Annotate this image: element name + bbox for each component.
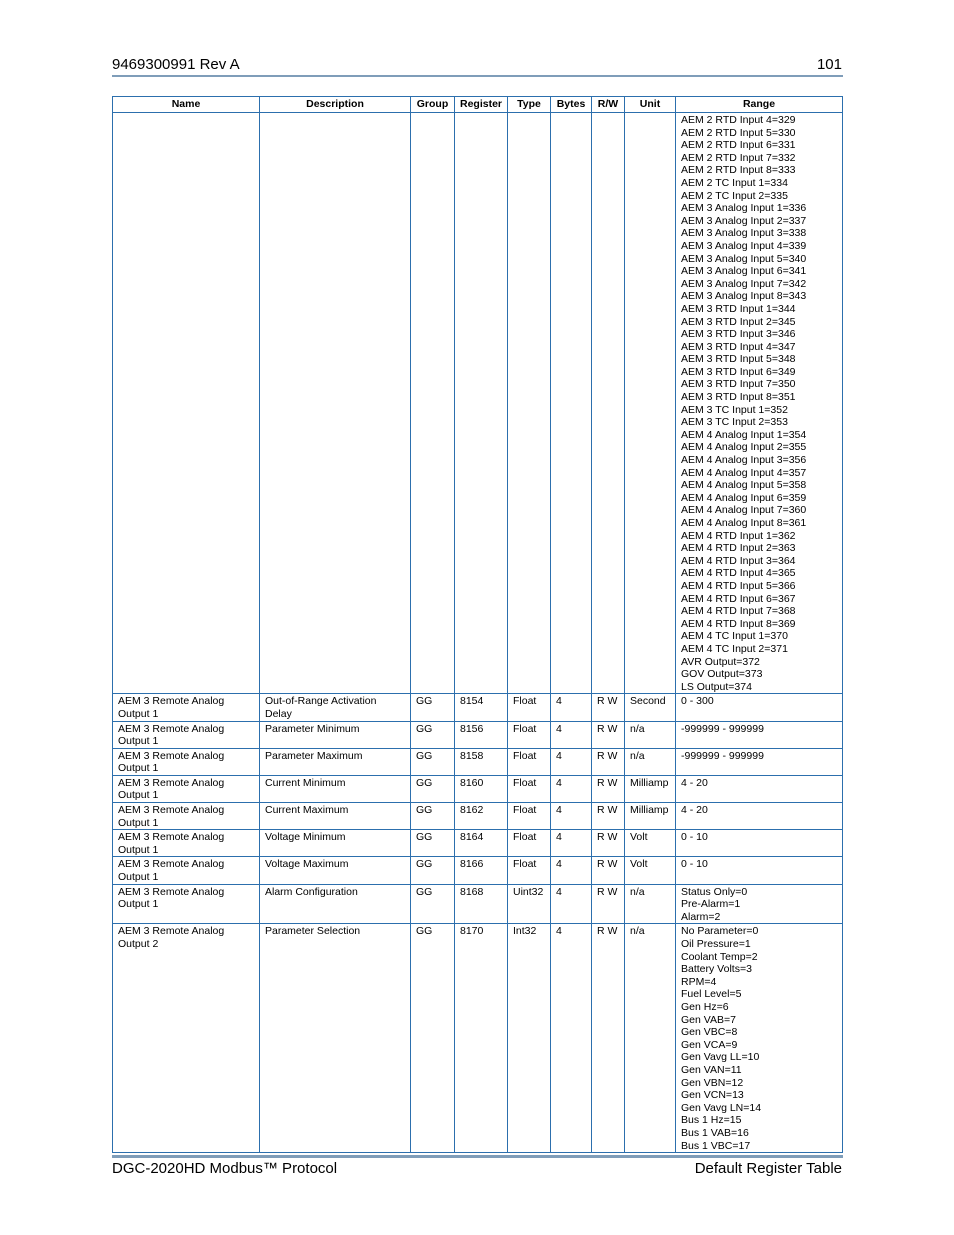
rw-cell: R W: [592, 830, 625, 857]
name-cell: AEM 3 Remote Analog Output 1: [113, 694, 260, 721]
group-cell: GG: [411, 803, 455, 830]
type-cell: Float: [508, 721, 551, 748]
range-cell: AEM 2 RTD Input 4=329 AEM 2 RTD Input 5=330 AEM 2 RTD Input 6=331 AEM 2 RTD Input 7=332 AEM 2 RTD Input 8=333 AEM 2 TC Input 1=334 AEM 2 TC Input 2=335 AEM 3 Analog Input 1=336 AEM 3 Analog Input 2=337 AEM 3 Analog Input 3=338 AEM 3 Analog Input 4=339 AEM 3 Analog Input 5=340 AEM 3 Analog Input 6=341 AEM 3 Analog Input 7=342 AEM 3 Analog Input 8=343 AEM 3 RTD Input 1=344 AEM 3 RTD Input 2=345 AEM 3 RTD Input 3=346 AEM 3 RTD Input 4=347 AEM 3 RTD Input 5=348 AEM 3 RTD Input 6=349 AEM 3 RTD Input 7=350 AEM 3 RTD Input 8=351 AEM 3 TC Input 1=352 AEM 3 TC Input 2=353 AEM 4 Analog Input 1=354 AEM 4 Analog Input 2=355 AEM 4 Analog Input 3=356 AEM 4 Analog Input 4=357 AEM 4 Analog Input 5=358 AEM 4 Analog Input 6=359 AEM 4 Analog Input 7=360 AEM 4 Analog Input 8=361 AEM 4 RTD Input 1=362 AEM 4 RTD Input 2=363 AEM 4 RTD Input 3=364 AEM 4 RTD Input 4=365 AEM 4 RTD Input 5=366 AEM 4 RTD Input 6=367 AEM 4 RTD Input 7=368 AEM 4 RTD Input 8=369 AEM 4 TC Input 1=370 AEM 4 TC Input 2=371 AVR Output=372 GOV Output=373 LS Output=374: [676, 113, 843, 694]
group-cell: GG: [411, 748, 455, 775]
range-cell: 0 - 300: [676, 694, 843, 721]
table-row: [113, 748, 843, 775]
table-row: [113, 803, 843, 830]
type-cell: Float: [508, 857, 551, 884]
col-header-group: Group: [411, 97, 455, 113]
description-cell: Current Minimum: [260, 775, 411, 802]
bytes-cell: 4: [551, 803, 592, 830]
unit-cell: n/a: [625, 748, 676, 775]
name-cell: AEM 3 Remote Analog Output 1: [113, 721, 260, 748]
rw-cell: R W: [592, 721, 625, 748]
register-table: [112, 96, 843, 1153]
table-row: [113, 694, 843, 721]
col-header-register: Register: [455, 97, 508, 113]
bytes-cell: 4: [551, 857, 592, 884]
col-header-range: Range: [676, 97, 843, 113]
range-cell: No Parameter=0 Oil Pressure=1 Coolant Temp=2 Battery Volts=3 RPM=4 Fuel Level=5 Gen Hz=6 Gen VAB=7 Gen VBC=8 Gen VCA=9 Gen Vavg LL=10 Gen VAN=11 Gen VBN=12 Gen VCN=13 Gen Vavg LN=14 Bus 1 Hz=15 Bus 1 VAB=16 Bus 1 VBC=17: [676, 924, 843, 1153]
page-header: [112, 56, 842, 76]
type-cell: Int32: [508, 924, 551, 1153]
bytes-cell: 4: [551, 748, 592, 775]
rw-cell: R W: [592, 803, 625, 830]
rw-cell: R W: [592, 924, 625, 1153]
unit-cell: n/a: [625, 884, 676, 924]
register-cell: 8170: [455, 924, 508, 1153]
bytes-cell: 4: [551, 694, 592, 721]
bytes-cell: 4: [551, 884, 592, 924]
group-cell: GG: [411, 694, 455, 721]
group-cell: GG: [411, 775, 455, 802]
name-cell: AEM 3 Remote Analog Output 1: [113, 803, 260, 830]
unit-cell: Milliamp: [625, 803, 676, 830]
table-row: [113, 775, 843, 802]
footer-rule: [112, 1155, 843, 1158]
table-header-row: [113, 97, 843, 113]
table-row: [113, 830, 843, 857]
unit-cell: n/a: [625, 721, 676, 748]
unit-cell: n/a: [625, 924, 676, 1153]
group-cell: GG: [411, 830, 455, 857]
description-cell: Parameter Selection: [260, 924, 411, 1153]
table-row: [113, 857, 843, 884]
col-header-bytes: Bytes: [551, 97, 592, 113]
range-cell: Status Only=0 Pre-Alarm=1 Alarm=2: [676, 884, 843, 924]
register-cell: 8166: [455, 857, 508, 884]
group-cell: GG: [411, 884, 455, 924]
name-cell: AEM 3 Remote Analog Output 2: [113, 924, 260, 1153]
description-cell: Alarm Configuration: [260, 884, 411, 924]
unit-cell: Second: [625, 694, 676, 721]
type-cell: Float: [508, 830, 551, 857]
register-cell: 8164: [455, 830, 508, 857]
description-cell: Voltage Maximum: [260, 857, 411, 884]
group-cell: GG: [411, 857, 455, 884]
register-cell: 8162: [455, 803, 508, 830]
unit-cell: Volt: [625, 857, 676, 884]
description-cell: Voltage Minimum: [260, 830, 411, 857]
col-header-type: Type: [508, 97, 551, 113]
type-cell: Uint32: [508, 884, 551, 924]
type-cell: Float: [508, 694, 551, 721]
col-header-unit: Unit: [625, 97, 676, 113]
range-cell: 4 - 20: [676, 803, 843, 830]
col-header-name: Name: [113, 97, 260, 113]
name-cell: AEM 3 Remote Analog Output 1: [113, 830, 260, 857]
name-cell: AEM 3 Remote Analog Output 1: [113, 857, 260, 884]
unit-cell: Volt: [625, 830, 676, 857]
description-cell: Current Maximum: [260, 803, 411, 830]
unit-cell: Milliamp: [625, 775, 676, 802]
rw-cell: R W: [592, 748, 625, 775]
type-cell: Float: [508, 803, 551, 830]
bytes-cell: 4: [551, 830, 592, 857]
description-cell: Parameter Minimum: [260, 721, 411, 748]
register-cell: 8154: [455, 694, 508, 721]
bytes-cell: 4: [551, 775, 592, 802]
group-cell: GG: [411, 924, 455, 1153]
name-cell: AEM 3 Remote Analog Output 1: [113, 775, 260, 802]
register-cell: 8158: [455, 748, 508, 775]
rw-cell: R W: [592, 694, 625, 721]
document-number: 9469300991 Rev A: [112, 56, 240, 73]
table-row-continuation: [113, 113, 843, 694]
description-cell: Out-of-Range Activation Delay: [260, 694, 411, 721]
product-name: DGC-2020HD Modbus™ Protocol: [112, 1160, 338, 1177]
range-cell: 4 - 20: [676, 775, 843, 802]
register-cell: 8156: [455, 721, 508, 748]
type-cell: Float: [508, 748, 551, 775]
name-cell: AEM 3 Remote Analog Output 1: [113, 748, 260, 775]
rw-cell: R W: [592, 775, 625, 802]
rw-cell: R W: [592, 884, 625, 924]
range-cell: -999999 - 999999: [676, 748, 843, 775]
rw-cell: R W: [592, 857, 625, 884]
header-rule: [112, 75, 843, 77]
name-cell: AEM 3 Remote Analog Output 1: [113, 884, 260, 924]
bytes-cell: 4: [551, 721, 592, 748]
range-cell: 0 - 10: [676, 830, 843, 857]
register-cell: 8160: [455, 775, 508, 802]
description-cell: Parameter Maximum: [260, 748, 411, 775]
range-cell: -999999 - 999999: [676, 721, 843, 748]
bytes-cell: 4: [551, 924, 592, 1153]
range-cell: 0 - 10: [676, 857, 843, 884]
table-row: [113, 924, 843, 1153]
register-cell: 8168: [455, 884, 508, 924]
table-row: [113, 721, 843, 748]
page-number: 101: [816, 56, 842, 73]
group-cell: GG: [411, 721, 455, 748]
table-row: [113, 884, 843, 924]
col-header-description: Description: [260, 97, 411, 113]
col-header-rw: R/W: [592, 97, 625, 113]
section-name: Default Register Table: [694, 1160, 842, 1177]
type-cell: Float: [508, 775, 551, 802]
